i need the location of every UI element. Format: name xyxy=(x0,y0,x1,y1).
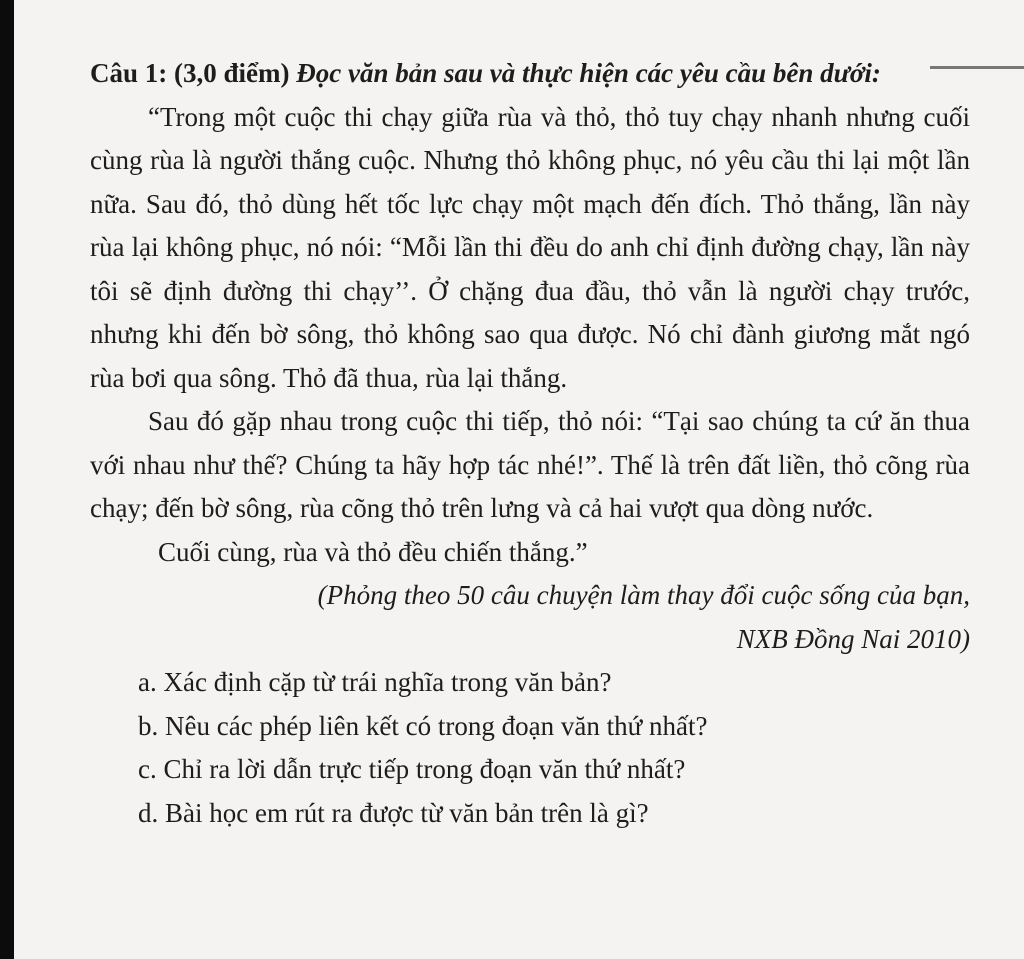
question-number: Câu 1: xyxy=(90,58,168,88)
passage-paragraph-3: Cuối cùng, rùa và thỏ đều chiến thắng.” xyxy=(158,536,588,567)
question-instruction: Đọc văn bản sau và thực hiện các yêu cầu bên dưới: xyxy=(296,58,881,88)
sub-question-a: a. Xác định cặp từ trái nghĩa trong văn bản? xyxy=(138,667,612,697)
cut-off-next-line xyxy=(90,943,970,959)
sub-question-c: c. Chỉ ra lời dẫn trực tiếp trong đoạn văn thứ nhất? xyxy=(138,754,686,784)
passage-paragraph-2: Sau đó gặp nhau trong cuộc thi tiếp, thỏ nói: “Tại sao chúng ta cứ ăn thua với nhau như thế? Chúng ta hãy hợp tác nhé!”. Thế là trên đất liền, thỏ cõng rùa chạy; đến bờ sông, rùa cõng thỏ trên lưng và cả hai vượt qua dòng nước. xyxy=(90,406,970,523)
source-line-2: NXB Đồng Nai 2010) xyxy=(736,623,970,654)
exam-page xyxy=(90,52,970,835)
source-citation xyxy=(90,574,970,661)
page-left-shadow xyxy=(0,0,14,959)
passage-paragraph-1: “Trong một cuộc thi chạy giữa rùa và thỏ, thỏ tuy chạy nhanh nhưng cuối cùng rùa là người thắng cuộc. Nhưng thỏ không phục, nó yêu cầu thi lại một lần nữa. Sau đó, thỏ dùng hết tốc lực chạy một mạch đến đích. Thỏ thắng, lần này rùa lại không phục, nó nói: “Mỗi lần thi đều do anh chỉ định đường chạy, lần này tôi sẽ định đường thi chạy’’. Ở chặng đua đầu, thỏ vẫn là người chạy trước, nhưng khi đến bờ sông, thỏ không sao qua được. Nó chỉ đành giương mắt ngó rùa bơi qua sông. Thỏ đã thua, rùa lại thắng. xyxy=(90,101,970,393)
sub-question-list xyxy=(90,661,970,835)
source-line-1: (Phỏng theo 50 câu chuyện làm thay đổi cuộc sống của bạn, xyxy=(317,580,970,610)
sub-question-d: d. Bài học em rút ra được từ văn bản trên là gì? xyxy=(138,797,649,828)
question-heading xyxy=(90,52,970,96)
question-points: (3,0 điểm) xyxy=(174,58,290,88)
sub-question-b: b. Nêu các phép liên kết có trong đoạn văn thứ nhất? xyxy=(138,710,708,741)
